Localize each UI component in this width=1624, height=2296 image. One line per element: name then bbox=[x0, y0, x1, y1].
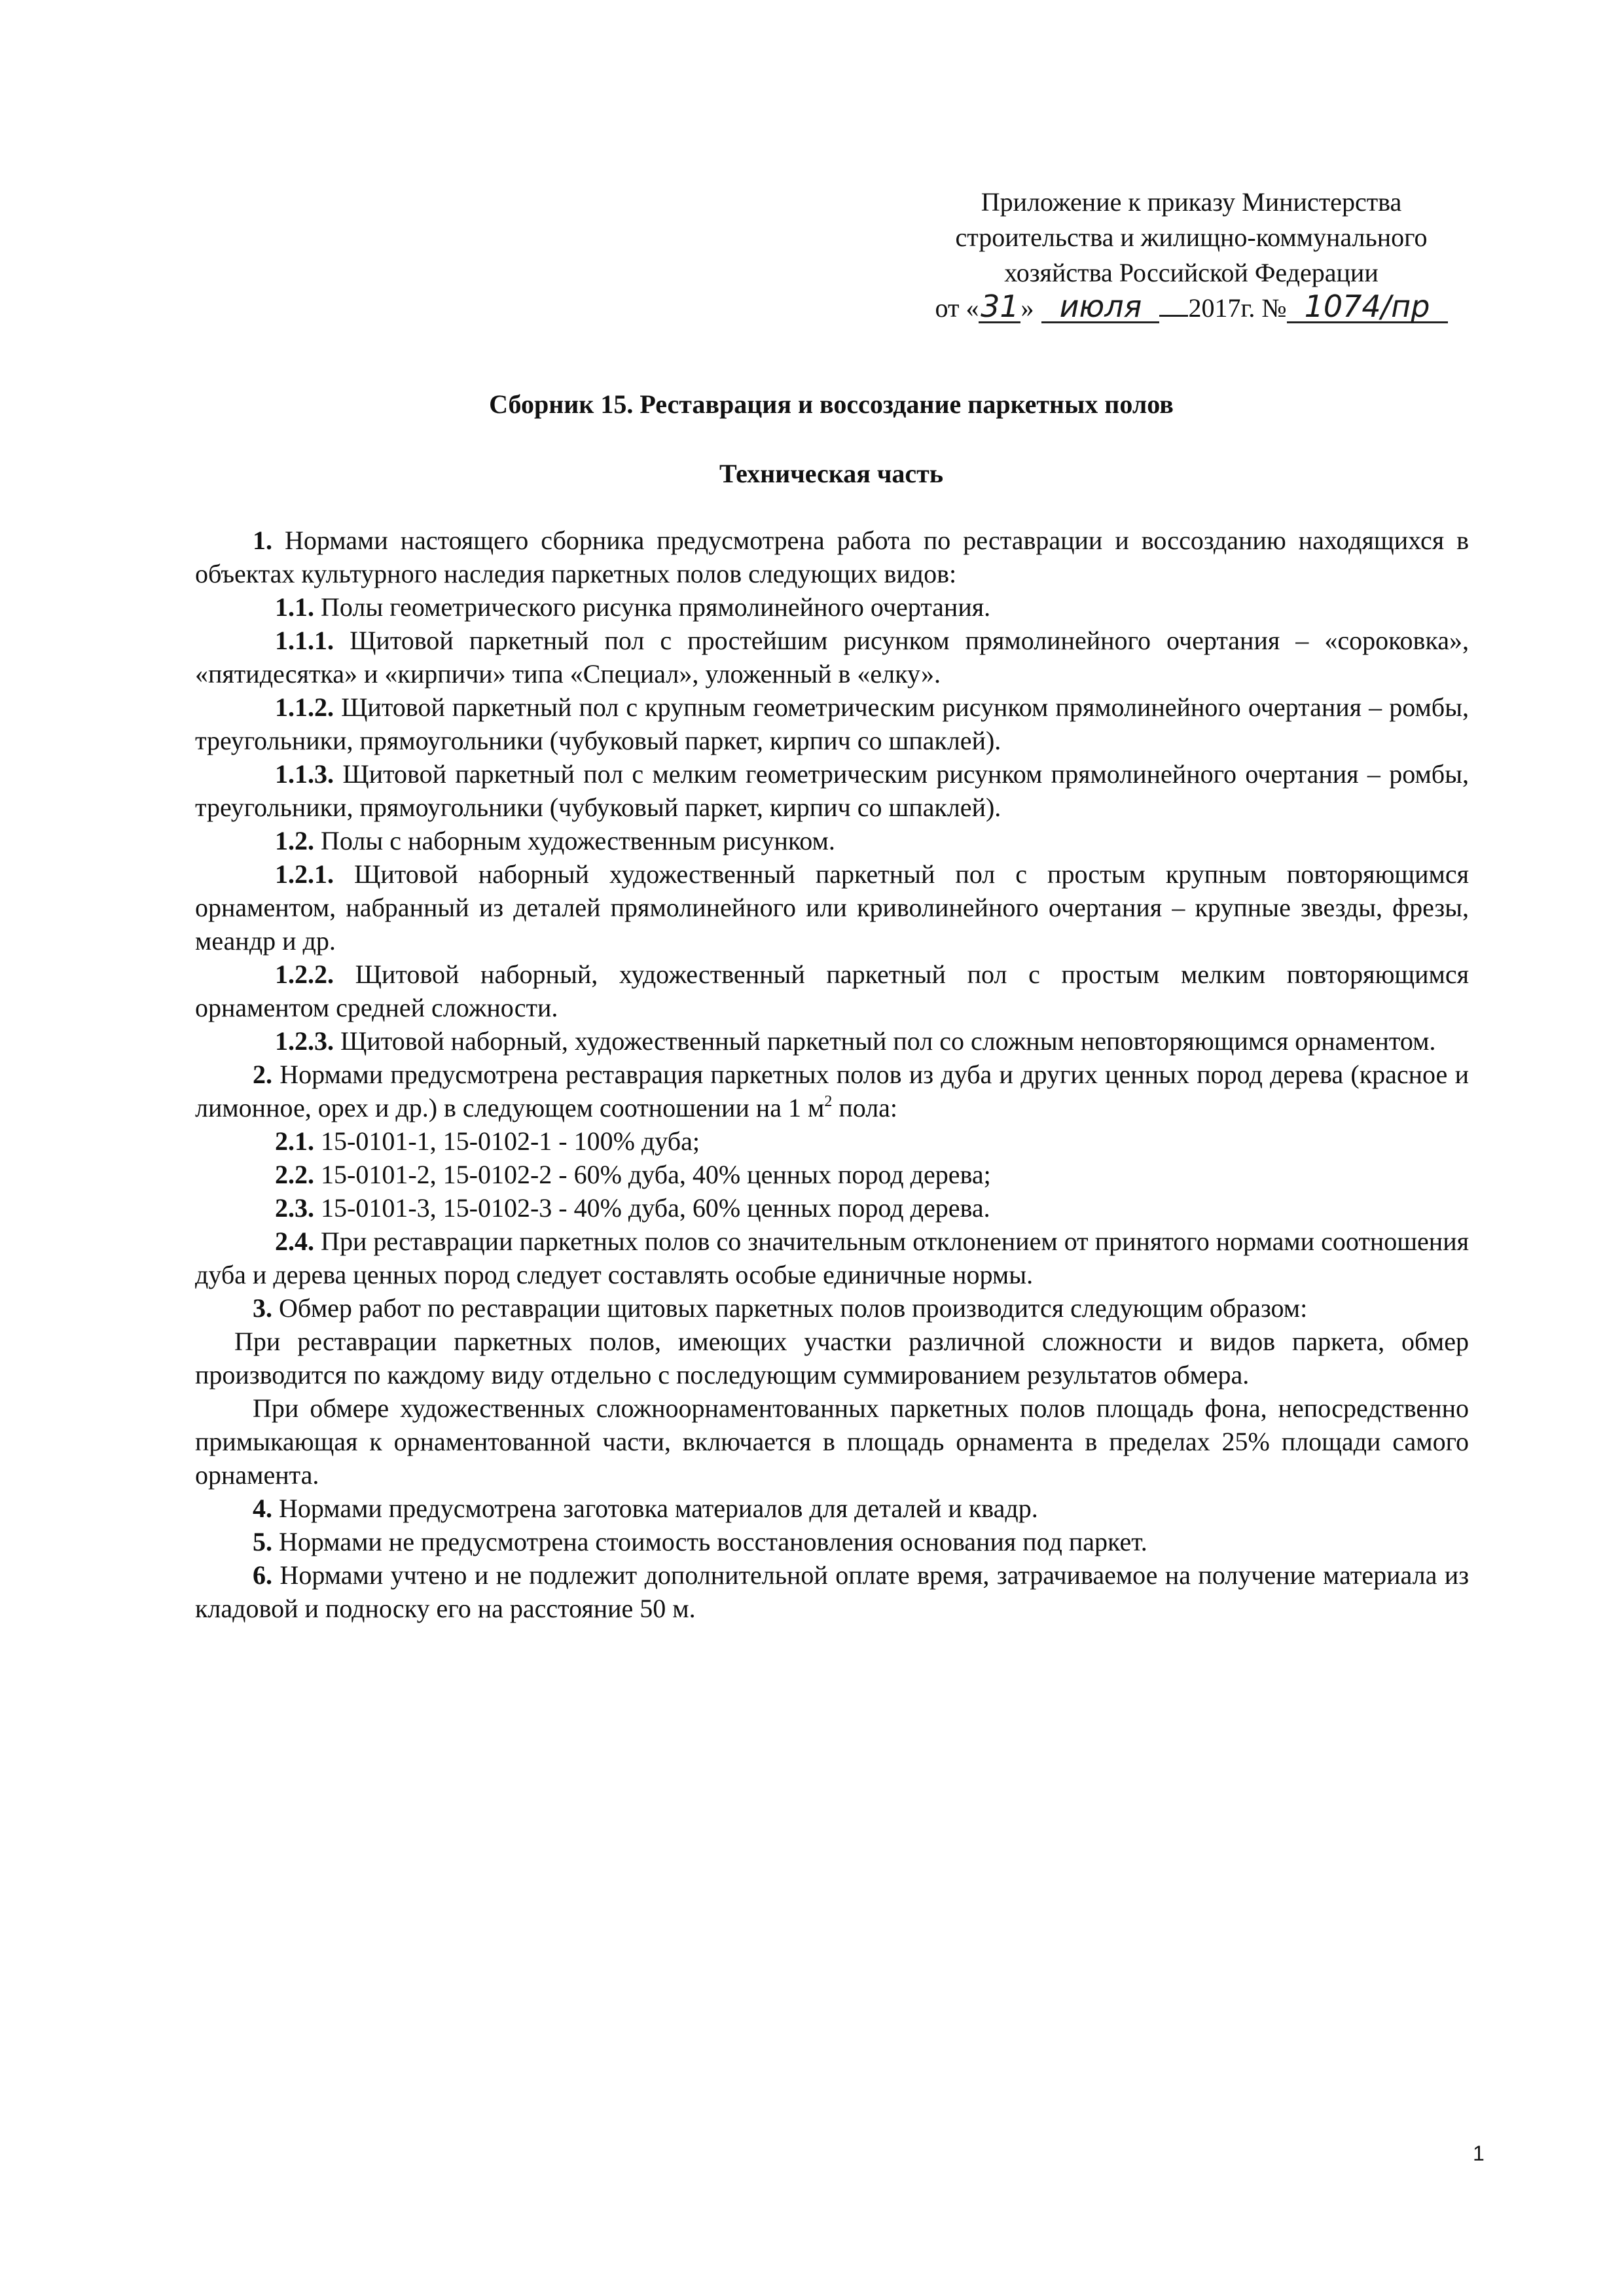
paragraph-3: 3. Обмер работ по реставрации щитовых паркетных полов производится следующим образом: bbox=[253, 1293, 1308, 1323]
approval-block bbox=[903, 185, 1479, 326]
paragraph-1-2-1: 1.2.1. Щитовой наборный художественный паркетный пол с простым крупным повторяющимся орнаментом, набранный из деталей прямолинейного или криволинейного очертания – крупные звезды, фрезы, меандр и др. bbox=[195, 859, 1469, 956]
paragraph-1-2: 1.2. Полы с наборным художественным рисунком. bbox=[275, 826, 835, 855]
paragraph-2-2: 2.2. 15-0101-2, 15-0102-2 - 60% дуба, 40% ценных пород дерева; bbox=[275, 1160, 991, 1189]
paragraph-3-text-2: При обмере художественных сложноорнаментованных паркетных полов площадь фона, непосредственно примыкающая к орнаментованной части, включается в площадь орнамента в пределах 25% площади самого орнамента. bbox=[195, 1393, 1469, 1490]
approval-date-line bbox=[903, 291, 1479, 326]
approval-line-1: Приложение к приказу Министерства bbox=[981, 187, 1402, 217]
paragraph-3-text-1: При реставрации паркетных полов, имеющих участки различной сложности и видов паркета, обмер производится по каждому виду отдельно с последующим суммированием результатов обмера. bbox=[195, 1327, 1469, 1390]
paragraph-1-2-3: 1.2.3. Щитовой наборный, художественный паркетный пол со сложным неповторяющимся орнаментом. bbox=[275, 1026, 1436, 1056]
paragraph-2: 2. Нормами предусмотрена реставрация паркетных полов из дуба и других ценных пород дерева (красное и лимонное, орех и др.) в следующем соотношении на 1 $м^2$ пола: bbox=[195, 1060, 1469, 1122]
paragraph-1-1-1: 1.1.1. Щитовой паркетный пол с простейшим рисунком прямолинейного очертания – «сороковка», «пятидесятка» и «кирпичи» типа «Специал», уложенный в «елку». bbox=[195, 626, 1469, 689]
handwritten-month: июля bbox=[1041, 291, 1159, 323]
paragraph-1-1-3: 1.1.3. Щитовой паркетный пол с мелким геометрическим рисунком прямолинейного очертания – ромбы, треугольники, прямоугольники (чубуковый паркет, кирпич со шпаклей). bbox=[195, 759, 1469, 822]
document-subtitle: Техническая часть bbox=[719, 459, 943, 488]
paragraph-4: 4. Нормами предусмотрена заготовка материалов для деталей и квадр. bbox=[253, 1494, 1038, 1523]
paragraph-1-1-2: 1.1.2. Щитовой паркетный пол с крупным геометрическим рисунком прямолинейного очертания – ромбы, треугольники, прямоугольники (чубуковый паркет, кирпич со шпаклей). bbox=[195, 692, 1469, 755]
document-title: Сборник 15. Реставрация и воссоздание паркетных полов bbox=[489, 389, 1174, 419]
handwritten-order-number: 1074/пр bbox=[1287, 291, 1448, 323]
page-number: 1 bbox=[1473, 2142, 1485, 2165]
date-blank-line bbox=[1159, 315, 1188, 317]
paragraph-6: 6. Нормами учтено и не подлежит дополнительной оплате время, затрачиваемое на получение материала из кладовой и подноску его на расстояние 50 м. bbox=[195, 1560, 1469, 1623]
date-prefix: от « bbox=[935, 293, 979, 323]
paragraph-2-3: 2.3. 15-0101-3, 15-0102-3 - 40% дуба, 60% ценных пород дерева. bbox=[275, 1193, 990, 1223]
paragraph-2-4: 2.4. При реставрации паркетных полов со значительным отклонением от принятого нормами соотношения дуба и дерева ценных пород следует составлять особые единичные нормы. bbox=[195, 1227, 1469, 1289]
approval-line-2: строительства и жилищно-коммунального bbox=[955, 223, 1428, 252]
handwritten-day: 31 bbox=[979, 291, 1020, 323]
date-mid: » bbox=[1020, 293, 1034, 323]
approval-line-3: хозяйства Российской Федерации bbox=[1004, 258, 1379, 287]
paragraph-1-1: 1.1. Полы геометрического рисунка прямолинейного очертания. bbox=[275, 592, 991, 622]
document-body bbox=[195, 524, 1469, 1625]
paragraph-2-1: 2.1. 15-0101-1, 15-0102-1 - 100% дуба; bbox=[275, 1126, 700, 1156]
paragraph-1: 1. Нормами настоящего сборника предусмотрена работа по реставрации и воссозданию находящихся в объектах культурного наследия паркетных полов следующих видов: bbox=[195, 526, 1469, 588]
paragraph-1-2-2: 1.2.2. Щитовой наборный, художественный паркетный пол с простым мелким повторяющимся орнаментом средней сложности. bbox=[195, 960, 1469, 1022]
date-year: 2017г. № bbox=[1188, 293, 1287, 323]
paragraph-5: 5. Нормами не предусмотрена стоимость восстановления основания под паркет. bbox=[253, 1527, 1147, 1556]
